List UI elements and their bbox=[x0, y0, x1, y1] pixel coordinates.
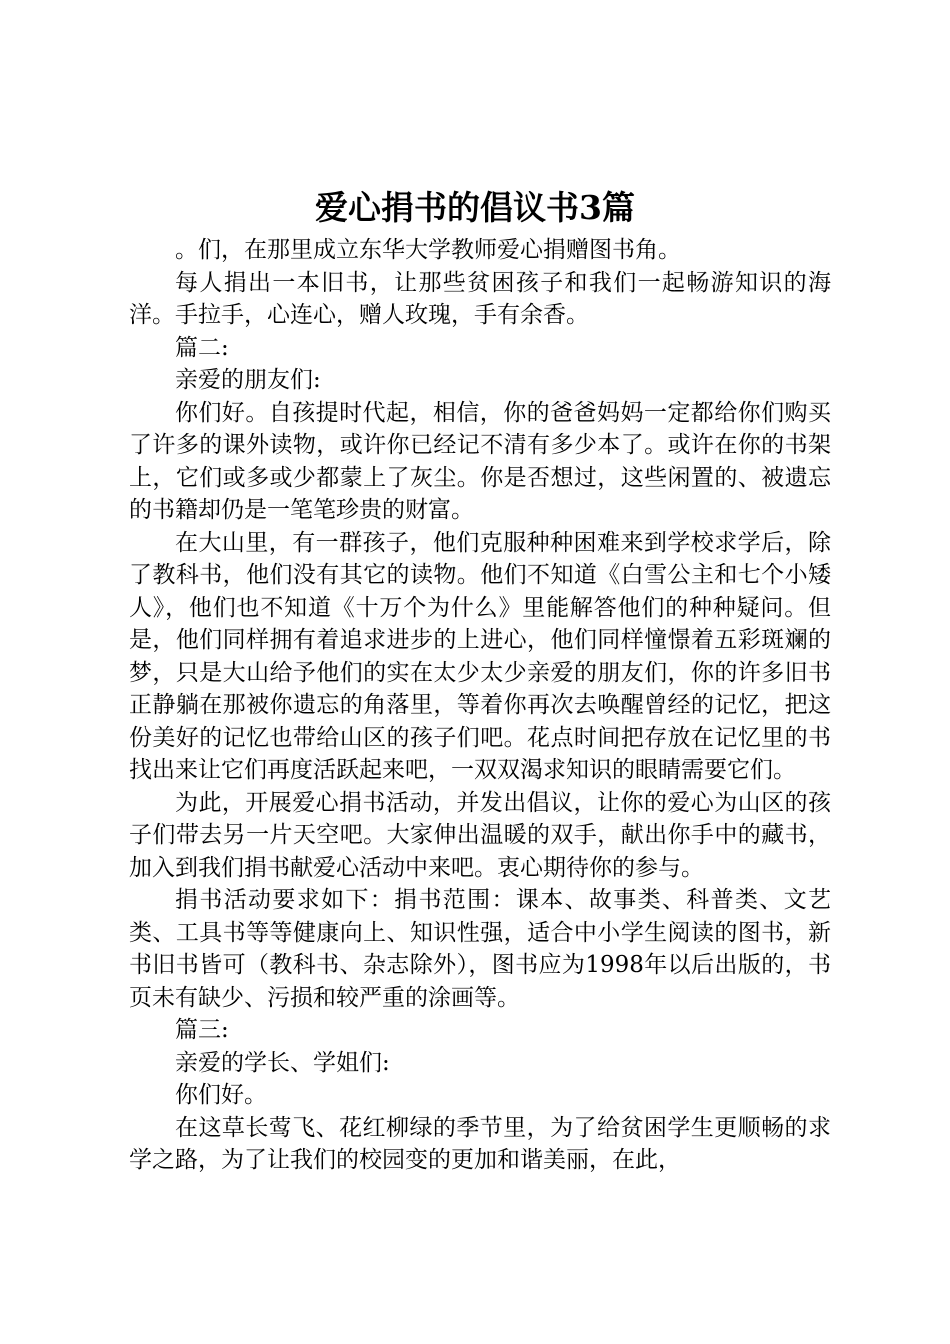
paragraph: 你们好。自孩提时代起，相信，你的爸爸妈妈一定都给你们购买了许多的课外读物，或许你已经记不清有多少本了。或许在你的书架上，它们或多或少都蒙上了灰尘。你是否想过，这些闲置的、被遗忘的书籍却仍是一笔笔珍贵的财富。 bbox=[129, 399, 831, 523]
paragraph: 。们，在那里成立东华大学教师爱心捐赠图书角。 bbox=[175, 237, 681, 263]
paragraph: 为此，开展爱心捐书活动，并发出倡议，让你的爱心为山区的孩子们带去另一片天空吧。大家伸出温暖的双手，献出你手中的藏书，加入到我们捐书献爱心活动中来吧。衷心期待你的参与。 bbox=[129, 789, 831, 881]
paragraph: 每人捐出一本旧书，让那些贫困孩子和我们一起畅游知识的海洋。手拉手，心连心，赠人玫瑰，手有余香。 bbox=[129, 269, 831, 328]
paragraph: 在这草长莺飞、花红柳绿的季节里，为了给贫困学生更顺畅的求学之路，为了让我们的校园变的更加和谐美丽，在此， bbox=[129, 1114, 831, 1173]
paragraph: 在大山里，有一群孩子，他们克服种种困难来到学校求学后，除了教科书，他们没有其它的读物。他们不知道《白雪公主和七个小矮人》，他们也不知道《十万个为什么》里能解答他们的种种疑问。但是，他们同样拥有着追求进步的上进心，他们同样憧憬着五彩斑斓的梦，只是大山给予他们的实在太少太少亲爱的朋友们，你的许多旧书正静躺在那被你遗忘的角落里，等着你再次去唤醒曾经的记忆，把这份美好的记忆也带给山区的孩子们吧。花点时间把存放在记忆里的书找出来让它们再度活跃起来吧，一双双渴求知识的眼睛需要它们。 bbox=[129, 529, 831, 783]
section-heading: 篇二: bbox=[175, 334, 229, 361]
paragraph: 你们好。 bbox=[175, 1082, 267, 1108]
salutation: 亲爱的学长、学姐们: bbox=[175, 1049, 390, 1076]
paragraph: 捐书活动要求如下：捐书范围：课本、故事类、科普类、文艺类、工具书等等健康向上、知识性强，适合中小学生阅读的图书，新书旧书皆可（教科书、杂志除外），图书应为1998年以后出版的，书页未有缺少、污损和较严重的涂画等。 bbox=[129, 887, 831, 1011]
salutation: 亲爱的朋友们: bbox=[175, 367, 321, 393]
document-body bbox=[129, 234, 831, 1177]
document-title: 爱心捐书的倡议书3篇 bbox=[315, 188, 635, 227]
section-heading: 篇三: bbox=[175, 1017, 229, 1043]
